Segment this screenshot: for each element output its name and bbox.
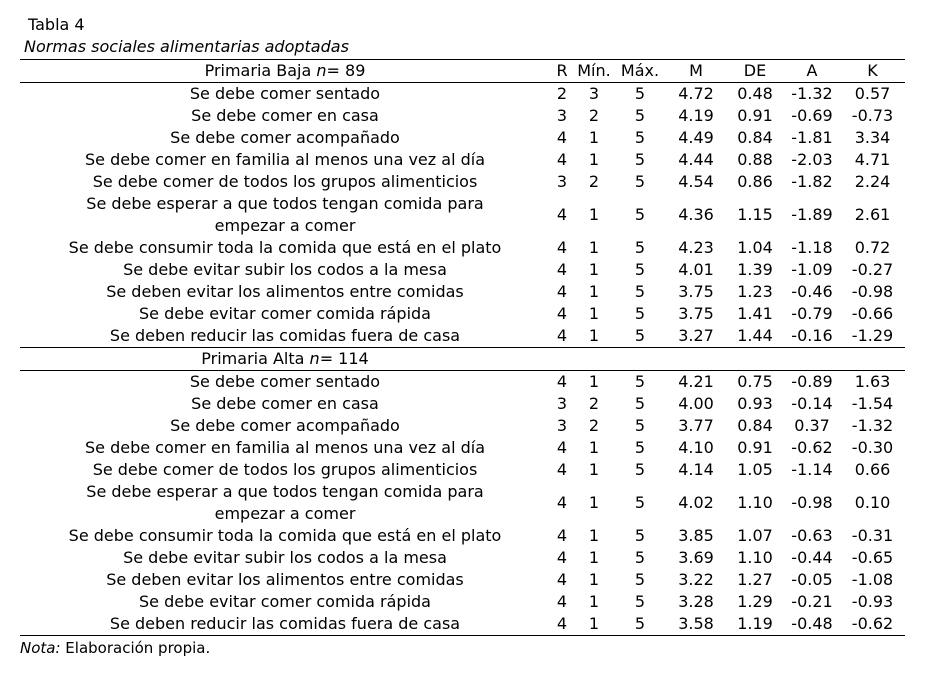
note-label: Nota:: [20, 639, 61, 657]
group-n-label: n: [316, 61, 327, 80]
row-label: Se debe consumir toda la comida que está en el plato: [68, 238, 502, 257]
row-label: [20, 481, 550, 525]
value-cell: 5: [634, 493, 646, 512]
value-cell: 1: [588, 282, 600, 301]
table-row: [20, 569, 905, 591]
table-row: [20, 393, 905, 415]
value-cell: 1.04: [737, 238, 773, 257]
value-cell: 3.85: [678, 526, 714, 545]
table-row: [20, 281, 905, 303]
table-row: [20, 83, 905, 106]
value-cell: 5: [634, 548, 646, 567]
value-cell: 5: [634, 205, 646, 224]
column-header-6: K: [840, 60, 905, 83]
group-n-value: = 114: [319, 349, 369, 368]
group-header-row: [20, 348, 905, 371]
value-cell: 5: [634, 570, 646, 589]
value-cell: 2: [588, 394, 600, 413]
column-header-2: Máx.: [614, 60, 666, 83]
value-cell: 5: [634, 84, 646, 103]
group-header: [20, 60, 550, 83]
value-cell: 1: [588, 150, 600, 169]
value-cell: -0.89: [791, 372, 833, 391]
value-cell: -0.98: [791, 493, 833, 512]
value-cell: 5: [634, 592, 646, 611]
value-cell: 4.14: [678, 460, 714, 479]
group-n-value: = 89: [326, 61, 366, 80]
value-cell: 0.10: [854, 493, 891, 512]
table-row: [20, 459, 905, 481]
note-text: Elaboración propia.: [60, 639, 211, 657]
table-row: [20, 371, 905, 394]
value-cell: 5: [634, 128, 646, 147]
row-label: Se debe comer en casa: [191, 394, 379, 413]
table-row: [20, 149, 905, 171]
value-cell: 1: [588, 460, 600, 479]
value-cell: 1: [588, 260, 600, 279]
value-cell: 3.28: [678, 592, 714, 611]
value-cell: -1.08: [851, 570, 894, 589]
value-cell: 4: [556, 205, 568, 224]
value-cell: 3.75: [678, 304, 714, 323]
value-cell: 1.05: [737, 460, 773, 479]
value-cell: 1.23: [737, 282, 773, 301]
value-cell: 5: [634, 372, 646, 391]
table-row: [20, 525, 905, 547]
value-cell: 1: [588, 548, 600, 567]
table-row: [20, 613, 905, 636]
table-row: [20, 481, 905, 525]
value-cell: 0.72: [854, 238, 891, 257]
value-cell: 5: [634, 526, 646, 545]
table-row: [20, 437, 905, 459]
value-cell: 0.37: [794, 416, 830, 435]
row-label: Se debe comer de todos los grupos alimenticios: [92, 172, 478, 191]
row-label: Se deben evitar los alimentos entre comidas: [106, 282, 464, 301]
column-header-1: Mín.: [574, 60, 614, 83]
value-cell: 4.02: [678, 493, 714, 512]
row-label: Se deben evitar los alimentos entre comidas: [106, 570, 464, 589]
value-cell: 2: [588, 172, 600, 191]
value-cell: -1.18: [791, 238, 833, 257]
value-cell: -0.27: [851, 260, 894, 279]
value-cell: -0.46: [791, 282, 833, 301]
value-cell: 3: [556, 172, 568, 191]
value-cell: -0.16: [784, 325, 840, 348]
row-label: Se debe comer de todos los grupos alimenticios: [92, 460, 478, 479]
value-cell: 1.10: [737, 548, 773, 567]
table-row: [20, 591, 905, 613]
value-cell: 3.34: [854, 128, 891, 147]
value-cell: 1: [588, 493, 600, 512]
value-cell: 4.19: [678, 106, 714, 125]
table-row: [20, 415, 905, 437]
value-cell: 5: [634, 304, 646, 323]
value-cell: 1.29: [737, 592, 773, 611]
value-cell: 0.93: [737, 394, 773, 413]
group-header-row: [20, 60, 905, 83]
value-cell: -0.73: [851, 106, 894, 125]
row-label: Se deben reducir las comidas fuera de casa: [20, 325, 550, 348]
value-cell: 4.10: [678, 438, 714, 457]
value-cell: -0.69: [791, 106, 833, 125]
value-cell: -1.81: [791, 128, 833, 147]
value-cell: 1: [588, 372, 600, 391]
value-cell: 3.75: [678, 282, 714, 301]
table-row: [20, 237, 905, 259]
value-cell: 4.72: [678, 84, 714, 103]
value-cell: -0.98: [851, 282, 894, 301]
table-row: [20, 547, 905, 569]
value-cell: 5: [634, 150, 646, 169]
value-cell: -0.48: [784, 613, 840, 636]
value-cell: -0.14: [791, 394, 833, 413]
value-cell: 5: [634, 460, 646, 479]
table-number: Tabla 4: [28, 15, 85, 34]
value-cell: 2: [588, 106, 600, 125]
column-header-empty: [784, 348, 840, 371]
value-cell: 4: [556, 150, 568, 169]
row-label: Se debe evitar subir los codos a la mesa: [123, 260, 447, 279]
value-cell: 0.91: [737, 106, 773, 125]
value-cell: 1: [588, 570, 600, 589]
value-cell: -0.44: [791, 548, 833, 567]
value-cell: 2.24: [854, 172, 891, 191]
value-cell: -0.30: [851, 438, 894, 457]
value-cell: -0.05: [791, 570, 833, 589]
value-cell: -1.89: [791, 205, 833, 224]
value-cell: 1: [588, 205, 600, 224]
table-row: [20, 193, 905, 237]
value-cell: 5: [634, 172, 646, 191]
value-cell: 3.22: [678, 570, 714, 589]
row-label: Se debe comer sentado: [189, 372, 381, 391]
value-cell: 3.69: [678, 548, 714, 567]
value-cell: 1: [588, 304, 600, 323]
column-header-0: R: [550, 60, 574, 83]
value-cell: 2: [556, 84, 568, 103]
group-name: Primaria Alta: [201, 349, 305, 368]
value-cell: 1.19: [726, 613, 784, 636]
value-cell: 3: [556, 394, 568, 413]
column-header-4: DE: [726, 60, 784, 83]
value-cell: 0.86: [737, 172, 773, 191]
value-cell: 5: [634, 438, 646, 457]
row-label: Se debe evitar comer comida rápida: [139, 304, 431, 323]
table-title: Normas sociales alimentarias adoptadas: [24, 37, 349, 56]
column-header-empty: [574, 348, 614, 371]
value-cell: 0.48: [737, 84, 773, 103]
value-cell: 1.27: [737, 570, 773, 589]
row-label: Se debe comer sentado: [189, 84, 381, 103]
value-cell: 4.44: [678, 150, 714, 169]
table-row: [20, 105, 905, 127]
value-cell: 1: [574, 325, 614, 348]
row-label-line: Se debe esperar a que todos tengan comida para: [86, 194, 484, 213]
value-cell: 0.66: [854, 460, 891, 479]
table-row: [20, 303, 905, 325]
column-header-empty: [614, 348, 666, 371]
value-cell: 4: [550, 325, 574, 348]
value-cell: -0.21: [791, 592, 833, 611]
value-cell: 4.23: [678, 238, 714, 257]
value-cell: 4: [556, 438, 568, 457]
value-cell: -0.66: [851, 304, 894, 323]
value-cell: -0.93: [851, 592, 894, 611]
value-cell: 4: [556, 493, 568, 512]
value-cell: 4.71: [854, 150, 891, 169]
row-label: Se debe comer en familia al menos una vez al día: [85, 438, 485, 457]
value-cell: 4: [556, 570, 568, 589]
value-cell: 5: [634, 260, 646, 279]
table-row: [20, 171, 905, 193]
value-cell: 4.01: [678, 260, 714, 279]
value-cell: -1.32: [851, 416, 894, 435]
group-name: Primaria Baja: [204, 61, 312, 80]
value-cell: 4: [556, 548, 568, 567]
value-cell: 4.36: [678, 205, 714, 224]
value-cell: 1.07: [737, 526, 773, 545]
value-cell: 1.41: [737, 304, 773, 323]
value-cell: 3.58: [666, 613, 726, 636]
value-cell: 3.77: [678, 416, 714, 435]
row-label: Se deben reducir las comidas fuera de casa: [20, 613, 550, 636]
value-cell: 3.27: [666, 325, 726, 348]
value-cell: 4.49: [678, 128, 714, 147]
column-header-empty: [726, 348, 784, 371]
group-header: [20, 348, 550, 371]
value-cell: -1.29: [840, 325, 905, 348]
value-cell: 5: [634, 394, 646, 413]
value-cell: -0.79: [791, 304, 833, 323]
value-cell: -1.14: [791, 460, 833, 479]
value-cell: 4: [556, 304, 568, 323]
value-cell: 4: [556, 282, 568, 301]
row-label: Se debe comer acompañado: [170, 416, 400, 435]
value-cell: 4: [556, 460, 568, 479]
value-cell: 3: [588, 84, 600, 103]
value-cell: 4.54: [678, 172, 714, 191]
value-cell: 0.84: [737, 128, 773, 147]
value-cell: 1.10: [737, 493, 773, 512]
value-cell: 5: [634, 282, 646, 301]
column-header-3: M: [666, 60, 726, 83]
value-cell: 4: [556, 128, 568, 147]
value-cell: 4: [550, 613, 574, 636]
value-cell: 4.21: [678, 372, 714, 391]
statistics-table: [20, 59, 905, 636]
table-row: [20, 325, 905, 348]
value-cell: 1.44: [726, 325, 784, 348]
value-cell: -1.09: [791, 260, 833, 279]
value-cell: 1.39: [737, 260, 773, 279]
value-cell: 0.91: [737, 438, 773, 457]
value-cell: -0.62: [840, 613, 905, 636]
row-label: Se debe comer acompañado: [170, 128, 400, 147]
value-cell: -2.03: [791, 150, 833, 169]
value-cell: 5: [614, 325, 666, 348]
value-cell: 0.57: [854, 84, 891, 103]
value-cell: -1.82: [791, 172, 833, 191]
group-n-label: n: [309, 349, 320, 368]
column-header-empty: [840, 348, 905, 371]
value-cell: 1: [588, 526, 600, 545]
value-cell: 1.15: [737, 205, 773, 224]
value-cell: 1: [588, 592, 600, 611]
row-label: [20, 193, 550, 237]
value-cell: 5: [634, 238, 646, 257]
value-cell: 4: [556, 592, 568, 611]
row-label: Se debe comer en casa: [191, 106, 379, 125]
value-cell: 0.84: [737, 416, 773, 435]
column-header-5: A: [784, 60, 840, 83]
value-cell: -0.65: [851, 548, 894, 567]
value-cell: 4.00: [678, 394, 714, 413]
value-cell: 4: [556, 372, 568, 391]
table-row: [20, 259, 905, 281]
value-cell: 3: [556, 416, 568, 435]
row-label: Se debe consumir toda la comida que está en el plato: [68, 526, 502, 545]
value-cell: 5: [634, 416, 646, 435]
row-label-line: empezar a comer: [214, 216, 356, 235]
value-cell: -0.31: [851, 526, 894, 545]
value-cell: 1.63: [854, 372, 891, 391]
value-cell: -1.54: [851, 394, 894, 413]
value-cell: 2.61: [854, 205, 891, 224]
value-cell: 1: [588, 438, 600, 457]
table-note: [20, 638, 210, 658]
value-cell: 5: [634, 106, 646, 125]
row-label: Se debe evitar comer comida rápida: [139, 592, 431, 611]
row-label: Se debe evitar subir los codos a la mesa: [123, 548, 447, 567]
value-cell: 0.75: [737, 372, 773, 391]
value-cell: 1: [588, 238, 600, 257]
value-cell: 4: [556, 238, 568, 257]
row-label-line: Se debe esperar a que todos tengan comida para: [86, 482, 484, 501]
row-label-line: empezar a comer: [214, 504, 356, 523]
value-cell: 3: [556, 106, 568, 125]
value-cell: 5: [614, 613, 666, 636]
value-cell: 0.88: [737, 150, 773, 169]
row-label: Se debe comer en familia al menos una vez al día: [85, 150, 485, 169]
column-header-empty: [666, 348, 726, 371]
value-cell: -0.62: [791, 438, 833, 457]
table-row: [20, 127, 905, 149]
value-cell: -0.63: [791, 526, 833, 545]
value-cell: -1.32: [791, 84, 833, 103]
value-cell: 1: [588, 128, 600, 147]
value-cell: 4: [556, 260, 568, 279]
value-cell: 4: [556, 526, 568, 545]
column-header-empty: [550, 348, 574, 371]
table-body: [20, 60, 905, 636]
value-cell: 1: [574, 613, 614, 636]
value-cell: 2: [588, 416, 600, 435]
